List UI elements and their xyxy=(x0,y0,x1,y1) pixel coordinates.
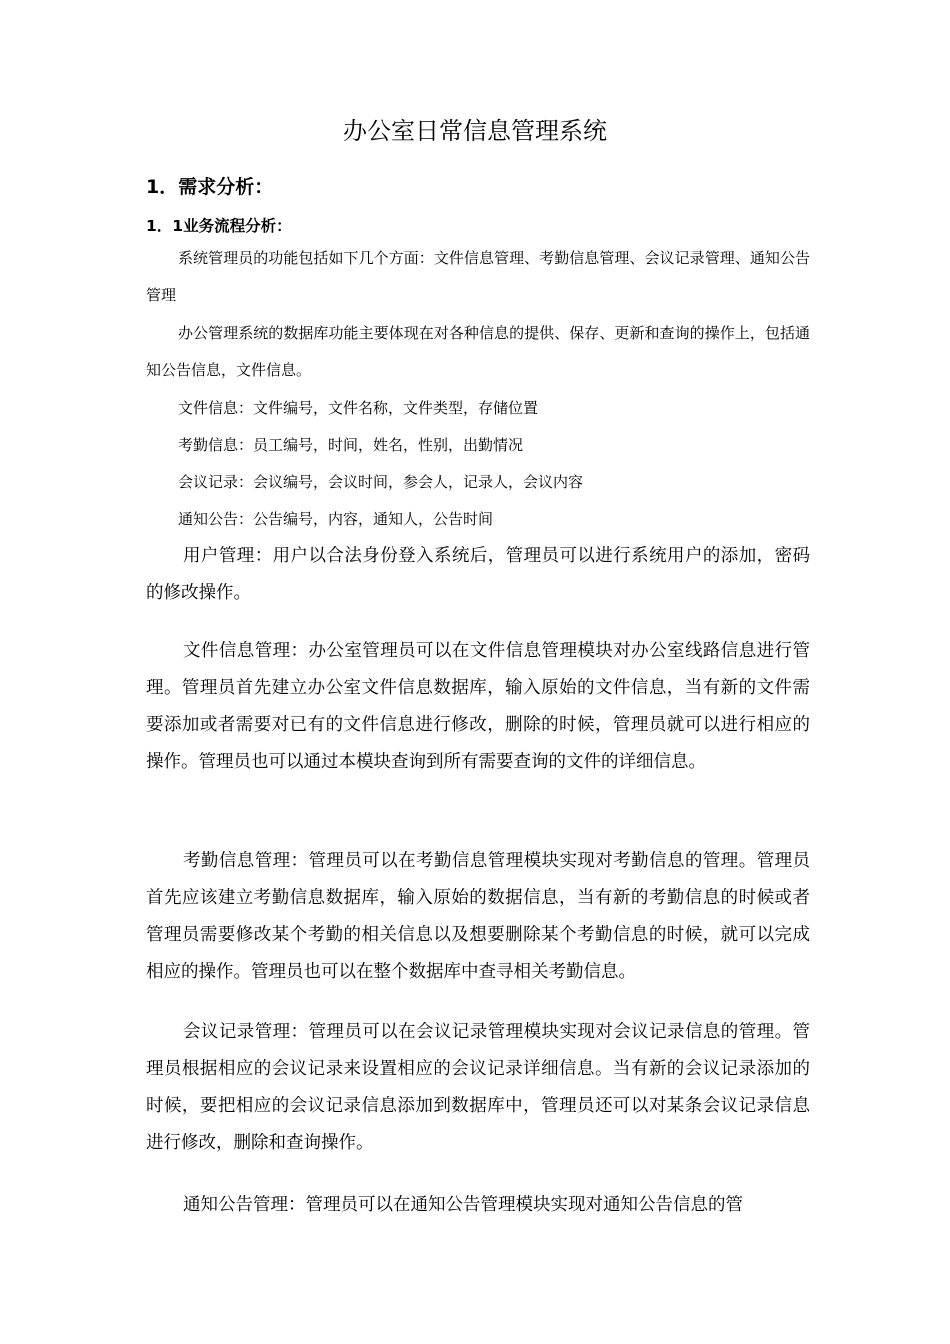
attendance-management-paragraph: 考勤信息管理：管理员可以在考勤信息管理模块实现对考勤信息的管理。管理员首先应该建立考勤信息数据库，输入原始的数据信息，当有新的考勤信息的时候或者管理员需要修改某个考勤的相关信息以及想要删除某个考勤信息的时候，就可以完成相应的操作。管理员也可以在整个数据库中查寻相关考勤信息。 xyxy=(146,851,810,982)
field-list-item-notice: 通知公告：公告编号，内容，通知人，公告时间 xyxy=(178,510,494,528)
file-management-paragraph: 文件信息管理：办公室管理员可以在文件信息管理模块对办公室线路信息进行管理。管理员首先建立办公室文件信息数据库，输入原始的文件信息，当有新的文件需要添加或者需要对已有的文件信息进行修改，删除的时候，管理员就可以进行相应的操作。管理员也可以通过本模块查询到所有需要查询的文件的详细信息。 xyxy=(146,641,810,772)
field-list-item-attendance: 考勤信息：员工编号，时间，姓名，性别，出勤情况 xyxy=(178,436,524,454)
notice-management-paragraph: 通知公告管理：管理员可以在通知公告管理模块实现对通知公告信息的管 xyxy=(183,1195,743,1215)
user-management-paragraph: 用户管理：用户以合法身份登入系统后，管理员可以进行系统用户的添加，密码的修改操作。 xyxy=(146,546,810,603)
field-list-item-file: 文件信息：文件编号，文件名称，文件类型，存储位置 xyxy=(178,399,539,417)
database-paragraph: 办公管理系统的数据库功能主要体现在对各种信息的提供、保存、更新和查询的操作上，包括通知公告信息，文件信息。 xyxy=(146,324,810,379)
document-title: 办公室日常信息管理系统 xyxy=(343,117,607,145)
meeting-management-paragraph: 会议记录管理：管理员可以在会议记录管理模块实现对会议记录信息的管理。管理员根据相应的会议记录来设置相应的会议记录详细信息。当有新的会议记录添加的时候，要把相应的会议记录信息添加到数据库中，管理员还可以对某条会议记录信息进行修改，删除和查询操作。 xyxy=(146,1022,810,1153)
subsection-heading-business-process: 1．1业务流程分析： xyxy=(146,217,292,235)
section-heading-requirements: 1．需求分析： xyxy=(146,176,274,198)
field-list-item-meeting: 会议记录：会议编号，会议时间，参会人，记录人，会议内容 xyxy=(178,473,584,491)
intro-paragraph: 系统管理员的功能包括如下几个方面：文件信息管理、考勤信息管理、会议记录管理、通知公告管理 xyxy=(146,249,810,304)
